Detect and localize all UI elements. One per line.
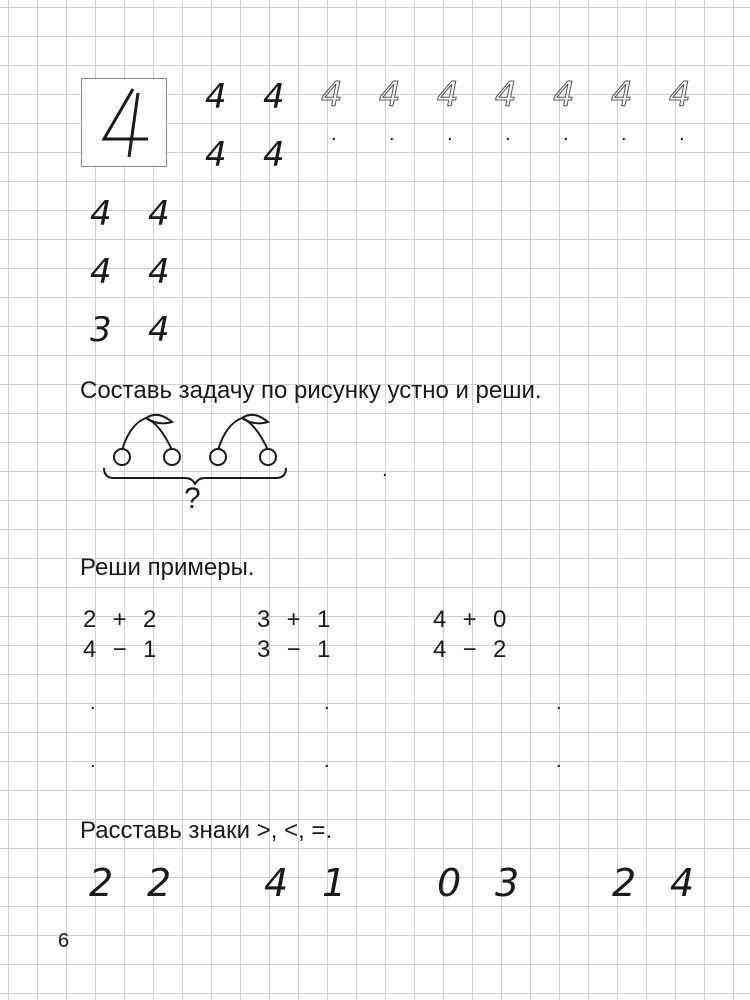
- answer-dot: .: [90, 692, 96, 714]
- written-digit: 4: [205, 77, 227, 117]
- written-digit: 4: [90, 252, 112, 292]
- answer-dot: .: [556, 692, 562, 714]
- task-heading-compose: Составь задачу по рисунку устно и реши.: [80, 377, 542, 404]
- traced-digit: 4: [553, 75, 575, 115]
- example: 4 + 0: [433, 606, 508, 633]
- answer-dot: .: [90, 750, 96, 772]
- written-digit: 4: [263, 135, 285, 175]
- written-digit: 4: [263, 77, 285, 117]
- compare-digit: 0: [437, 861, 462, 905]
- cherries-picture: [100, 410, 290, 485]
- example: 3 − 1: [257, 636, 332, 663]
- traced-digit: 4: [611, 75, 633, 115]
- answer-dot: .: [382, 459, 388, 481]
- write-here-dot: .: [447, 123, 453, 145]
- written-digit: 4: [148, 310, 170, 350]
- write-here-dot: .: [679, 123, 685, 145]
- write-here-dot: .: [621, 123, 627, 145]
- compare-digit: 2: [612, 861, 637, 905]
- traced-digit: 4: [321, 75, 343, 115]
- question-mark: ?: [184, 482, 201, 515]
- task-heading-signs: Расставь знаки >, <, =.: [80, 817, 333, 844]
- example: 4 − 2: [433, 636, 508, 663]
- cherry: [164, 449, 180, 465]
- traced-digit: 4: [379, 75, 401, 115]
- traced-digit: 4: [437, 75, 459, 115]
- example: 4 − 1: [83, 636, 158, 663]
- task-heading-examples: Реши примеры.: [80, 554, 255, 581]
- compare-digit: 3: [495, 861, 520, 905]
- example: 2 + 2: [83, 606, 158, 633]
- write-here-dot: .: [389, 123, 395, 145]
- sample-digit-four: [82, 79, 166, 166]
- compare-digit: 2: [89, 861, 114, 905]
- compare-digit: 4: [670, 861, 695, 905]
- compare-digit: 2: [147, 861, 172, 905]
- answer-dot: .: [556, 750, 562, 772]
- example: 3 + 1: [257, 606, 332, 633]
- write-here-dot: .: [505, 123, 511, 145]
- written-digit: 4: [205, 135, 227, 175]
- answer-dot: .: [324, 750, 330, 772]
- written-digit: 3: [90, 310, 112, 350]
- sample-digit-box: [81, 78, 167, 167]
- compare-digit: 1: [322, 861, 347, 905]
- cherry: [114, 449, 130, 465]
- page-number: 6: [58, 930, 70, 952]
- write-here-dot: .: [331, 123, 337, 145]
- traced-digit: 4: [495, 75, 517, 115]
- compare-digit: 4: [264, 861, 289, 905]
- traced-digit: 4: [669, 75, 691, 115]
- answer-dot: .: [324, 692, 330, 714]
- written-digit: 4: [148, 194, 170, 234]
- write-here-dot: .: [563, 123, 569, 145]
- cherry: [260, 449, 276, 465]
- written-digit: 4: [90, 194, 112, 234]
- written-digit: 4: [148, 252, 170, 292]
- cherry: [210, 449, 226, 465]
